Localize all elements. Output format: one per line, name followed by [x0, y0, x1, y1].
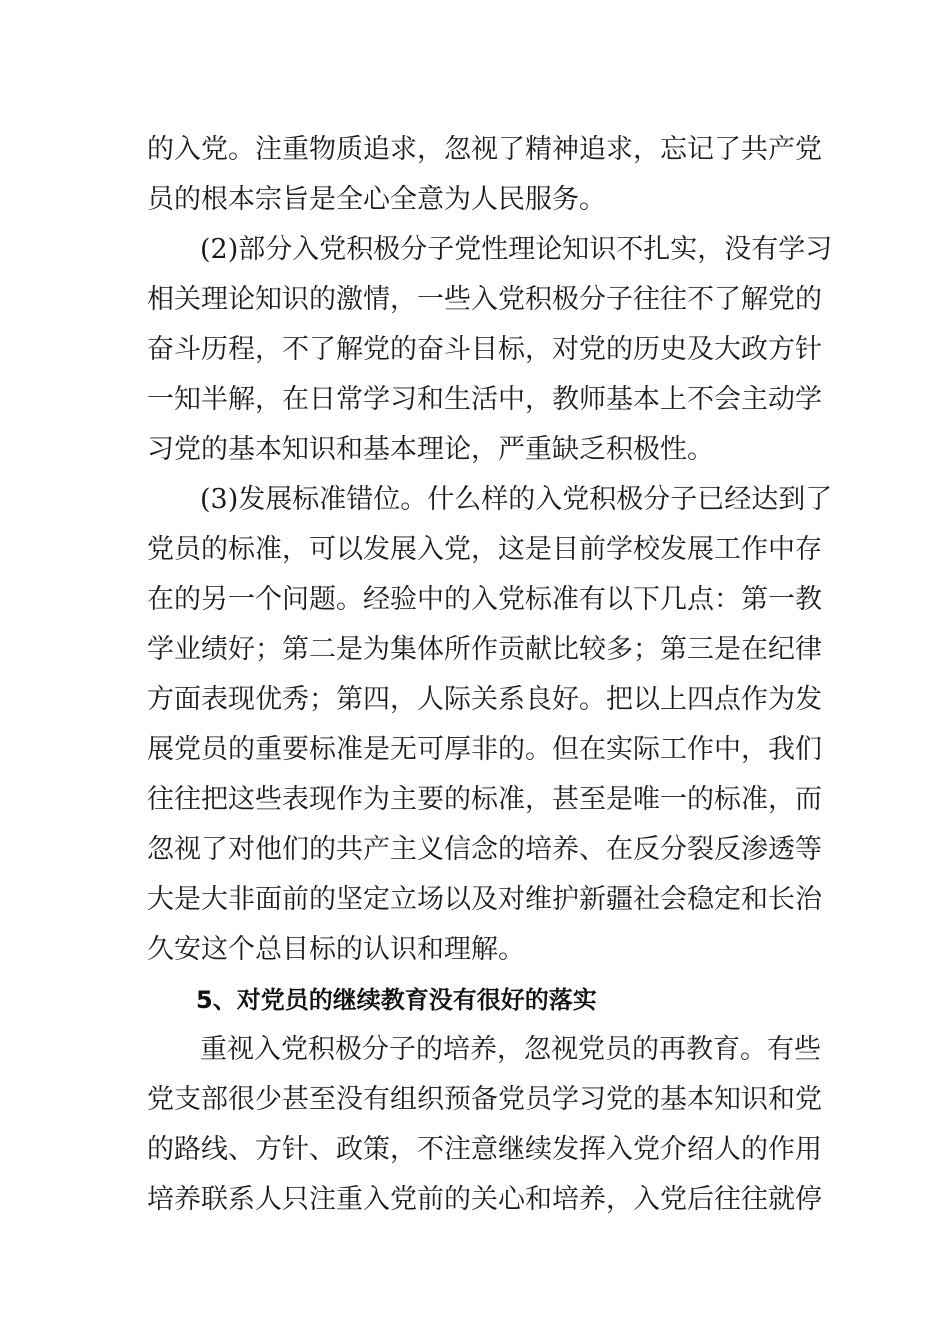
paragraph-line: 在的另一个问题。经验中的入党标准有以下几点：第一教	[147, 584, 822, 615]
paragraph-line: 久安这个总目标的认识和理解。	[147, 934, 525, 965]
paragraph-line: 展党员的重要标准是无可厚非的。但在实际工作中，我们	[147, 734, 822, 765]
paragraph-line: 培养联系人只注重入党前的关心和培养，入党后往往就停	[147, 1184, 822, 1215]
paragraph-line: (3)发展标准错位。什么样的入党积极分子已经达到了	[200, 484, 833, 515]
paragraph-line: 员的根本宗旨是全心全意为人民服务。	[147, 184, 606, 215]
paragraph-line: 学业绩好；第二是为集体所作贡献比较多；第三是在纪律	[147, 634, 822, 665]
paragraph-line: 往往把这些表现作为主要的标准，甚至是唯一的标准，而	[147, 784, 822, 815]
paragraph-line: 方面表现优秀；第四，人际关系良好。把以上四点作为发	[147, 684, 822, 715]
paragraph-line: 一知半解，在日常学习和生活中，教师基本上不会主动学	[147, 384, 822, 415]
section-heading: 5、对党员的继续教育没有很好的落实	[196, 986, 597, 1014]
paragraph-line: 大是大非面前的坚定立场以及对维护新疆社会稳定和长治	[147, 884, 822, 915]
paragraph-line: 重视入党积极分子的培养，忽视党员的再教育。有些	[200, 1034, 821, 1065]
paragraph-line: 忽视了对他们的共产主义信念的培养、在反分裂反渗透等	[147, 834, 822, 865]
paragraph-line: 习党的基本知识和基本理论，严重缺乏积极性。	[147, 434, 714, 465]
paragraph-line: 相关理论知识的激情，一些入党积极分子往往不了解党的	[147, 284, 822, 315]
paragraph-line: 奋斗历程，不了解党的奋斗目标，对党的历史及大政方针	[147, 334, 822, 365]
paragraph-line: 党支部很少甚至没有组织预备党员学习党的基本知识和党	[147, 1084, 822, 1115]
paragraph-line: 的入党。注重物质追求，忽视了精神追求，忘记了共产党	[147, 134, 822, 165]
paragraph-line: 的路线、方针、政策，不注意继续发挥入党介绍人的作用	[147, 1134, 822, 1165]
paragraph-line: (2)部分入党积极分子党性理论知识不扎实，没有学习	[200, 234, 833, 265]
paragraph-line: 党员的标准，可以发展入党，这是目前学校发展工作中存	[147, 534, 822, 565]
